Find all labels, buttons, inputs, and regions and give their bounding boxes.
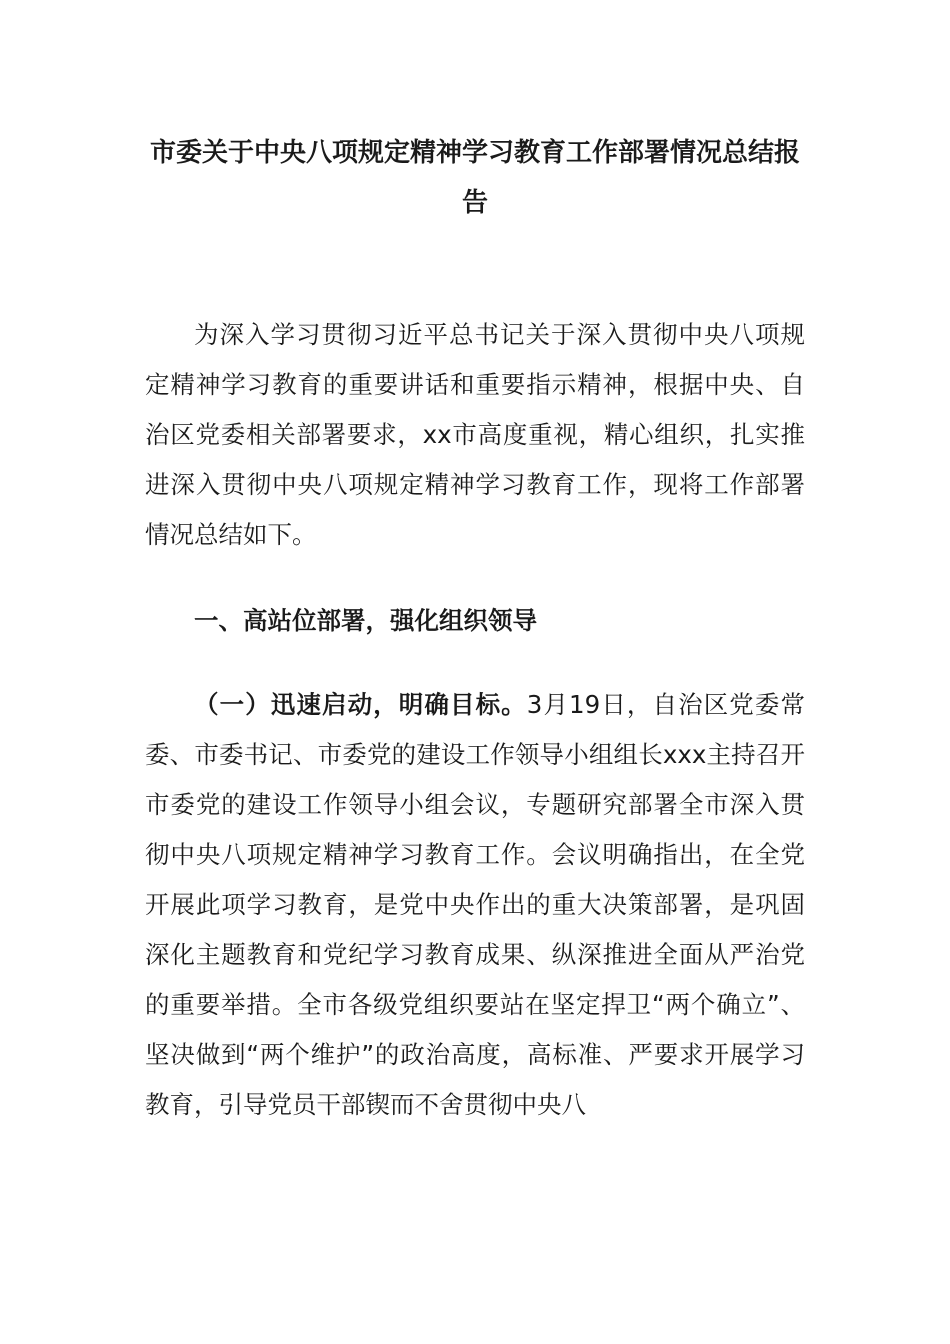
subsection-lead: （一）迅速启动，明确目标。 [194,690,527,719]
subsection-body: 3月19日，自治区党委常委、市委书记、市委党的建设工作领导小组组长xxx主持召开市委党的建设工作领导小组会议，专题研究部署全市深入贯彻中央八项规定精神学习教育工作。会议明确指出，在全党开展此项学习教育，是党中央作出的重大决策部署，是巩固深化主题教育和党纪学习教育成果、纵深推进全面从严治党的重要举措。全市各级党组织要站在坚定捍卫“两个确立”、坚决做到“两个维护”的政治高度，高标准、严要求开展学习教育，引导党员干部锲而不舍贯彻中央八 [145,690,805,1119]
document-title: 市委关于中央八项规定精神学习教育工作部署情况总结报告 [149,138,800,218]
subsection-paragraph-1 [145,680,805,1130]
section-heading-1: 一、高站位部署，强化组织领导 [194,606,537,635]
intro-paragraph: 为深入学习贯彻习近平总书记关于深入贯彻中央八项规定精神学习教育的重要讲话和重要指示精神，根据中央、自治区党委相关部署要求，xx市高度重视，精心组织，扎实推进深入贯彻中央八项规定精神学习教育工作，现将工作部署情况总结如下。 [145,320,805,549]
